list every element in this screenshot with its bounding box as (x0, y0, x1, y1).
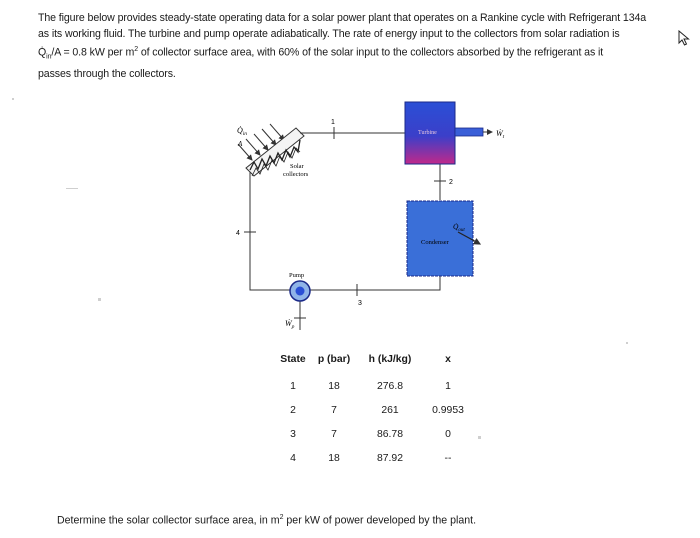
table-row: 4 18 87.92 -- (290, 452, 452, 464)
solar-collectors-label: Solar (290, 163, 304, 170)
state-1-label: 1 (331, 119, 335, 126)
header-pressure: p (bar) (317, 353, 351, 365)
qin-label: $Q̇_{in}$ (237, 126, 248, 137)
problem-line-3: $Q̇_{in}/A = 0.8$ kW per $m^2$ of collector surface area, with 60% of the solar input to the collectors absorbed by the refrigerant as it (38, 46, 604, 61)
table-row: 3 7 86.78 0 (290, 428, 451, 440)
area-label: A (238, 140, 243, 148)
turbine-label: Turbine (418, 130, 437, 136)
table-row: 2 7 261 0.9953 (290, 404, 464, 416)
header-enthalpy: h (kJ/kg) (368, 353, 412, 365)
header-quality: x (445, 353, 451, 365)
qout-label: $Q̇_{out}$ (453, 222, 465, 233)
table-row: 1 18 276.8 1 (290, 380, 451, 392)
state-3-label: 3 (358, 300, 362, 307)
pump-label: Pump (289, 272, 305, 279)
solar-collectors-label-2: collectors (283, 171, 309, 178)
problem-line-1: The figure below provides steady-state operating data for a solar power plant that operates on a Rankine cycle with Refrigerant 134a (38, 12, 647, 24)
state-4-label: 4 (236, 230, 240, 237)
wp-label: Ẇ$_p$ (285, 319, 295, 330)
wt-label: Ẇ$_t$ (496, 129, 505, 140)
header-state: State (280, 353, 306, 365)
problem-line-4: passes through the collectors. (38, 67, 176, 80)
problem-line-2: as its working fluid. The turbine and pump operate adiabatically. The rate of energy input to the collectors from solar radiation is (38, 28, 620, 40)
condenser-label: Condenser (421, 239, 449, 246)
state-table (276, 352, 474, 470)
question-text: Determine the solar collector surface area, in $m^2$ per kW of power developed by the plant. (57, 514, 477, 527)
state-2-label: 2 (449, 179, 453, 186)
